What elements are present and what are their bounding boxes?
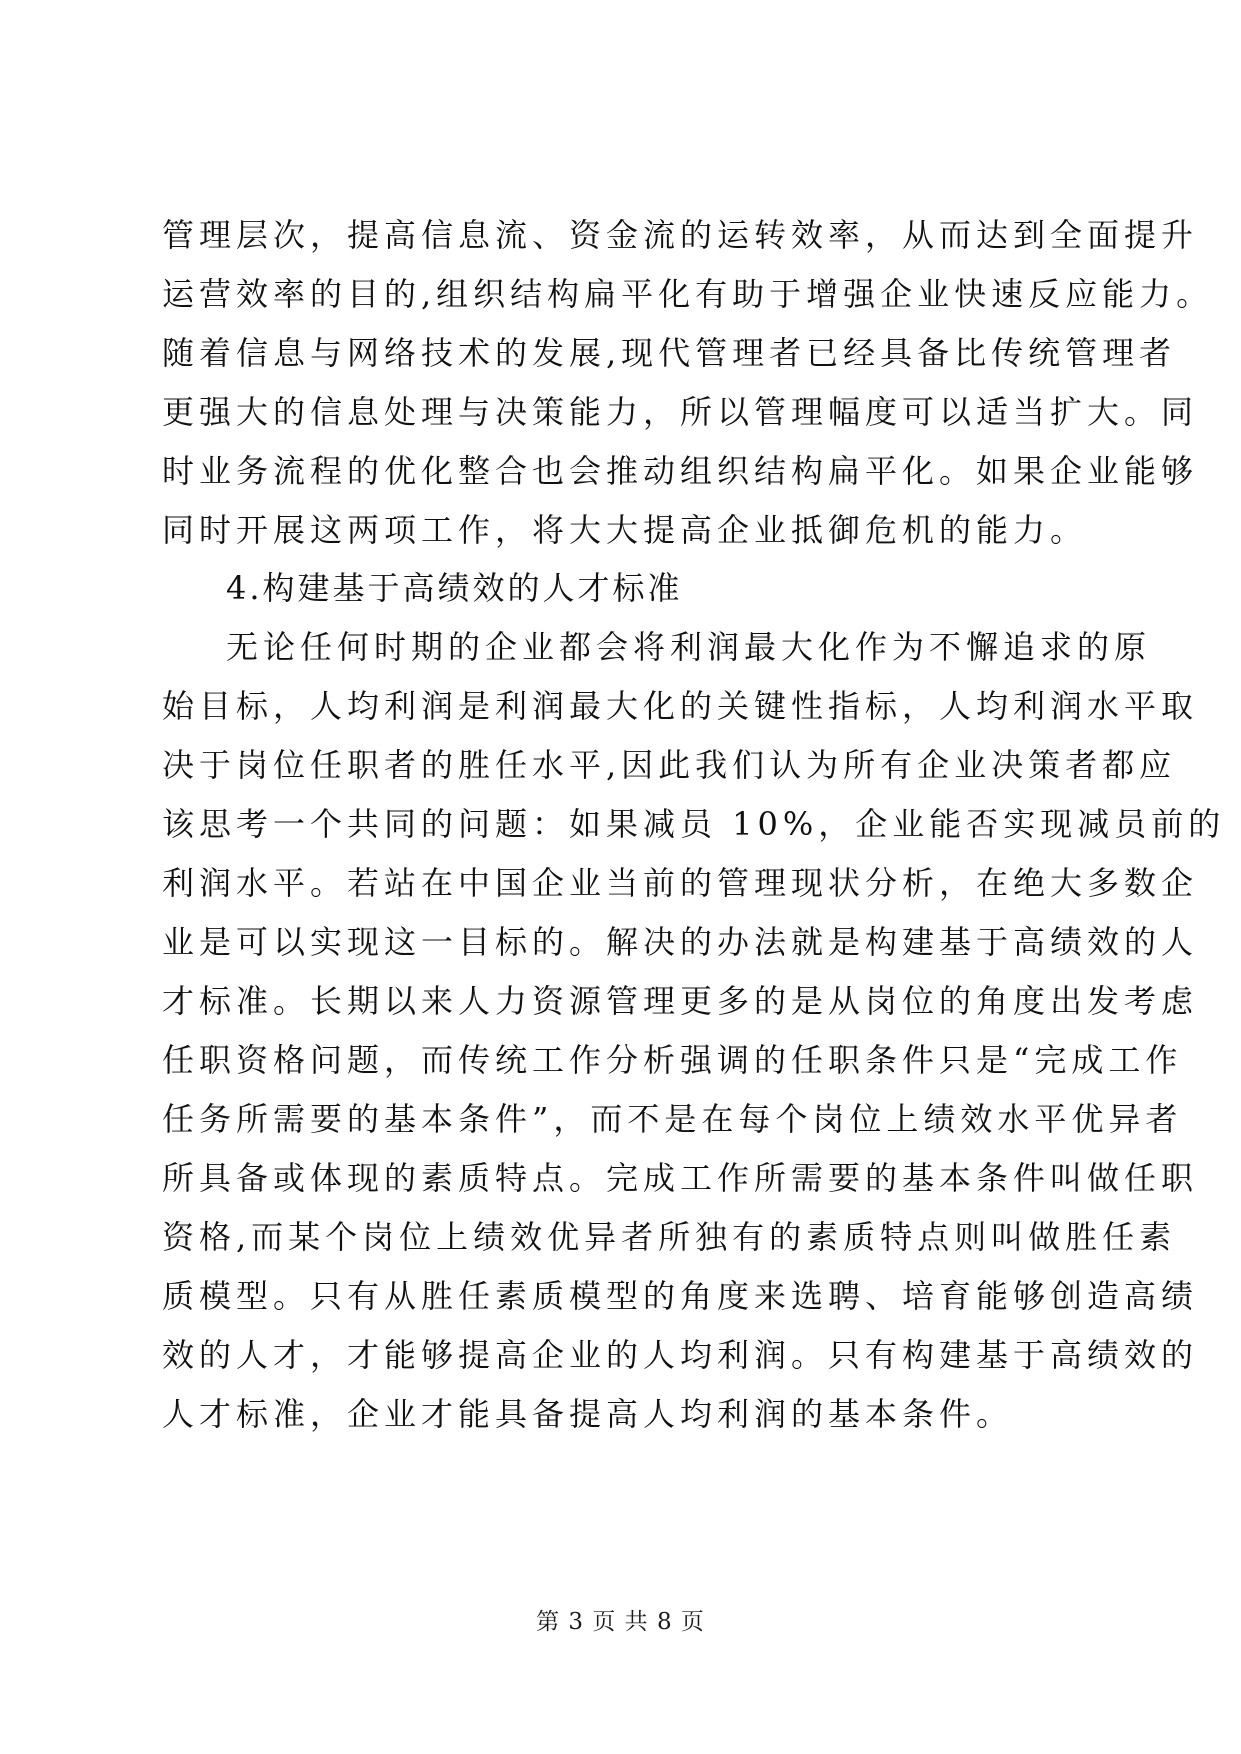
text-line-16: 任务所需要的基本条件”，而不是在每个岗位上绩效水平优异者 — [162, 1100, 1183, 1138]
text-line-3: 随着信息与网络技术的发展,现代管理者已经具备比传统管理者 — [162, 334, 1177, 372]
text-line-8: 无论任何时期的企业都会将利润最大化作为不懈追求的原 — [226, 628, 1152, 666]
text-line-13: 业是可以实现这一目标的。解决的办法就是构建基于高绩效的人 — [162, 923, 1199, 961]
text-line-14: 才标准。长期以来人力资源管理更多的是从岗位的角度出发考虑 — [162, 982, 1199, 1020]
text-line-10: 决于岗位任职者的胜任水平,因此我们认为所有企业决策者都应 — [162, 746, 1177, 784]
text-line-1: 管理层次，提高信息流、资金流的运转效率，从而达到全面提升 — [162, 216, 1199, 254]
section-heading: 4.构建基于高绩效的人才标准 — [226, 569, 683, 607]
text-line-2: 运营效率的目的,组织结构扁平化有助于增强企业快速反应能力。 — [162, 275, 1214, 313]
text-line-15: 任职资格问题，而传统工作分析强调的任职条件只是“完成工作 — [162, 1041, 1183, 1079]
text-line-4: 更强大的信息处理与决策能力，所以管理幅度可以适当扩大。同 — [162, 393, 1199, 431]
text-line-17: 所具备或体现的素质特点。完成工作所需要的基本条件叫做任职 — [162, 1159, 1199, 1197]
text-line-5: 时业务流程的优化整合也会推动组织结构扁平化。如果企业能够 — [162, 452, 1199, 490]
text-line-12: 利润水平。若站在中国企业当前的管理现状分析，在绝大多数企 — [162, 864, 1199, 902]
text-line-11: 该思考一个共同的问题：如果减员 10%，企业能否实现减员前的 — [162, 805, 1226, 843]
text-line-6: 同时开展这两项工作，将大大提高企业抵御危机的能力。 — [162, 511, 1088, 549]
text-line-18: 资格,而某个岗位上绩效优异者所独有的素质特点则叫做胜任素 — [162, 1218, 1177, 1256]
text-line-21: 人才标准，企业才能具备提高人均利润的基本条件。 — [162, 1395, 1014, 1433]
text-line-19: 质模型。只有从胜任素质模型的角度来选聘、培育能够创造高绩 — [162, 1277, 1199, 1315]
text-line-20: 效的人才，才能够提高企业的人均利润。只有构建基于高绩效的 — [162, 1336, 1199, 1374]
text-line-9: 始目标，人均利润是利润最大化的关键性指标，人均利润水平取 — [162, 687, 1199, 725]
page-number: 第 3 页 共 8 页 — [536, 1609, 705, 1635]
